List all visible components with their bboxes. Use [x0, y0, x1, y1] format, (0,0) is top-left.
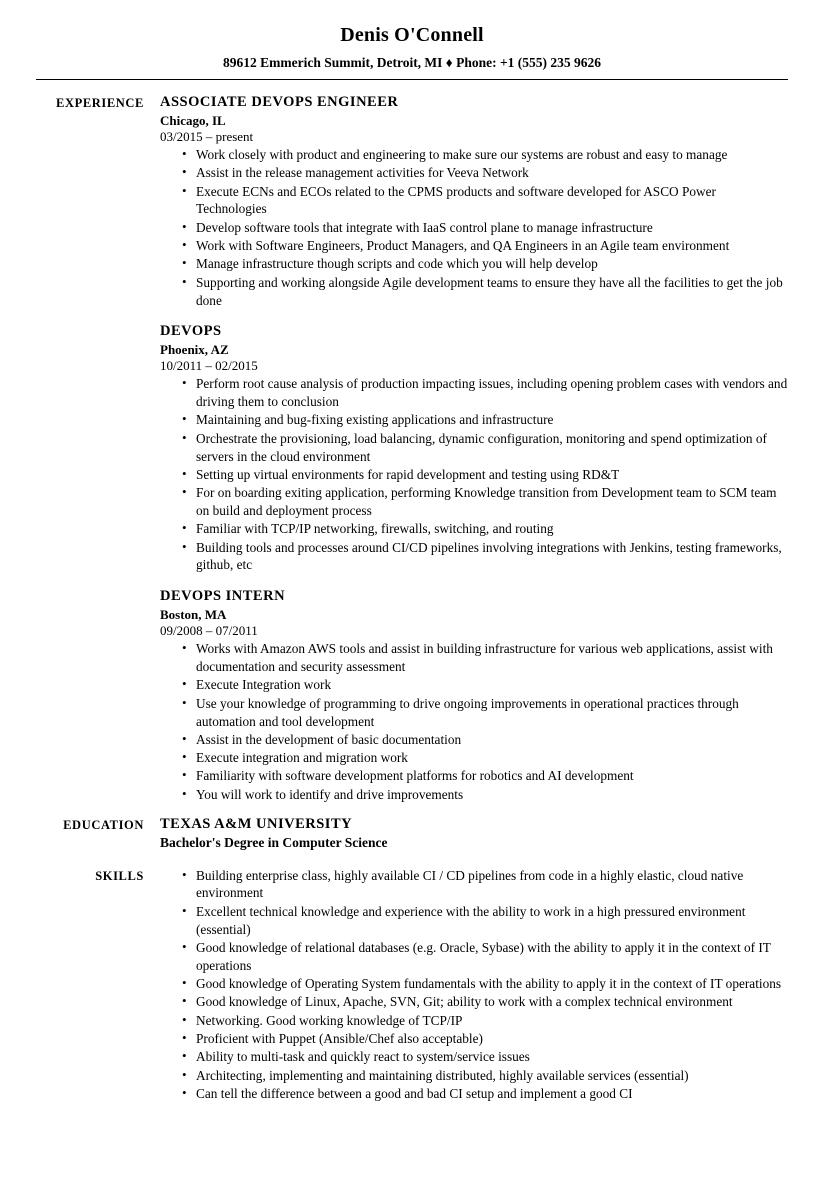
bullet-item: • Familiar with TCP/IP networking, firewalls, switching, and routing: [182, 520, 788, 538]
education-degree: Bachelor's Degree in Computer Science: [160, 834, 388, 850]
section-education: [36, 816, 788, 853]
candidate-name: Denis O'Connell: [340, 24, 484, 46]
bullet-item: • Supporting and working alongside Agile development teams to ensure they have all the facilities to get the job done: [182, 274, 788, 310]
job-location: Phoenix, AZ: [160, 342, 229, 358]
section-label-experience: EXPERIENCE: [56, 96, 144, 110]
bullet-item: • Good knowledge of Operating System fundamentals with the ability to apply it in the context of IT operations: [182, 975, 788, 993]
bullet-item: • Maintaining and bug-fixing existing applications and infrastructure: [182, 411, 788, 429]
bullet-item: • Proficient with Puppet (Ansible/Chef also acceptable): [182, 1030, 788, 1048]
job-dates: 09/2008 – 07/2011: [160, 623, 258, 639]
section-label-education: EDUCATION: [63, 817, 144, 832]
bullet-item: • Excellent technical knowledge and experience with the ability to work in a high pressured environment (essential): [182, 903, 788, 939]
job-location: Boston, MA: [160, 607, 227, 623]
header-divider: [36, 79, 788, 80]
job-entry: [160, 94, 788, 309]
job-title: ASSOCIATE DEVOPS ENGINEER: [160, 94, 399, 110]
contact-line: 89612 Emmerich Summit, Detroit, MI ♦ Phone: +1 (555) 235 9626: [222, 55, 602, 70]
job-bullets: [160, 375, 788, 574]
bullet-item: • Execute ECNs and ECOs related to the CPMS products and software developed for ASCO Power Technologies: [182, 183, 788, 219]
job-bullets: [160, 640, 788, 803]
bullet-item: • Execute integration and migration work: [182, 749, 788, 767]
education-body: [154, 816, 788, 853]
bullet-item: • For on boarding exiting application, performing Knowledge transition from Development team to SCM team on build and deployment process: [182, 484, 788, 520]
bullet-item: • Perform root cause analysis of production impacting issues, including opening problem cases with vendors and driving them to conclusion: [182, 375, 788, 411]
job-title: DEVOPS: [160, 323, 222, 340]
bullet-item: • Architecting, implementing and maintaining distributed, highly available services (essential): [182, 1067, 788, 1085]
bullet-item: • Works with Amazon AWS tools and assist in building infrastructure for various web applications, assist with documentation and security assessment: [182, 640, 788, 676]
bullet-item: • Networking. Good working knowledge of TCP/IP: [182, 1012, 788, 1030]
job-dates: 10/2011 – 02/2015: [160, 358, 258, 374]
experience-body: [154, 94, 788, 808]
bullet-item: • Setting up virtual environments for rapid development and testing using RD&T: [182, 466, 788, 484]
job-entry: [160, 588, 788, 803]
section-label-skills: SKILLS: [95, 868, 144, 883]
bullet-item: • Good knowledge of relational databases (e.g. Oracle, Sybase) with the ability to apply it in the context of IT operations: [182, 939, 788, 975]
bullet-item: • Familiarity with software development platforms for robotics and AI development: [182, 767, 788, 785]
education-school: TEXAS A&M UNIVERSITY: [160, 815, 353, 832]
skills-body: [154, 867, 788, 1104]
job-entry: [160, 323, 788, 574]
bullet-item: • Work closely with product and engineering to make sure our systems are robust and easy to manage: [182, 146, 788, 164]
bullet-item: • Good knowledge of Linux, Apache, SVN, Git; ability to work with a complex technical environment: [182, 993, 788, 1011]
bullet-item: • Building tools and processes around CI/CD pipelines involving integrations with Jenkins, testing frameworks, github, etc: [182, 539, 788, 575]
skills-bullets: [160, 867, 788, 1103]
bullet-item: • Work with Software Engineers, Product Managers, and QA Engineers in an Agile team environment: [182, 237, 788, 255]
job-title: DEVOPS INTERN: [160, 588, 286, 605]
bullet-item: • Execute Integration work: [182, 676, 788, 694]
bullet-item: • Can tell the difference between a good and bad CI setup and implement a good CI: [182, 1085, 788, 1103]
bullet-item: • Orchestrate the provisioning, load balancing, dynamic configuration, monitoring and spend optimization of servers in the cloud environment: [182, 430, 788, 466]
section-skills: [36, 867, 788, 1104]
bullet-item: • Use your knowledge of programming to drive ongoing improvements in operational practices through automation and tool development: [182, 695, 788, 731]
bullet-item: • Assist in the release management activities for Veeva Network: [182, 164, 788, 182]
bullet-item: • You will work to identify and drive improvements: [182, 786, 788, 804]
bullet-item: • Building enterprise class, highly available CI / CD pipelines from code in a highly elastic, cloud native environment: [182, 867, 788, 903]
bullet-item: • Develop software tools that integrate with IaaS control plane to manage infrastructure: [182, 219, 788, 237]
bullet-item: • Manage infrastructure though scripts and code which you will help develop: [182, 255, 788, 273]
job-dates: 03/2015 – present: [160, 129, 254, 144]
job-bullets: [160, 146, 788, 309]
job-location: Chicago, IL: [160, 113, 226, 128]
bullet-item: • Assist in the development of basic documentation: [182, 731, 788, 749]
section-experience: [36, 94, 788, 808]
bullet-item: • Ability to multi-task and quickly react to system/service issues: [182, 1048, 788, 1066]
